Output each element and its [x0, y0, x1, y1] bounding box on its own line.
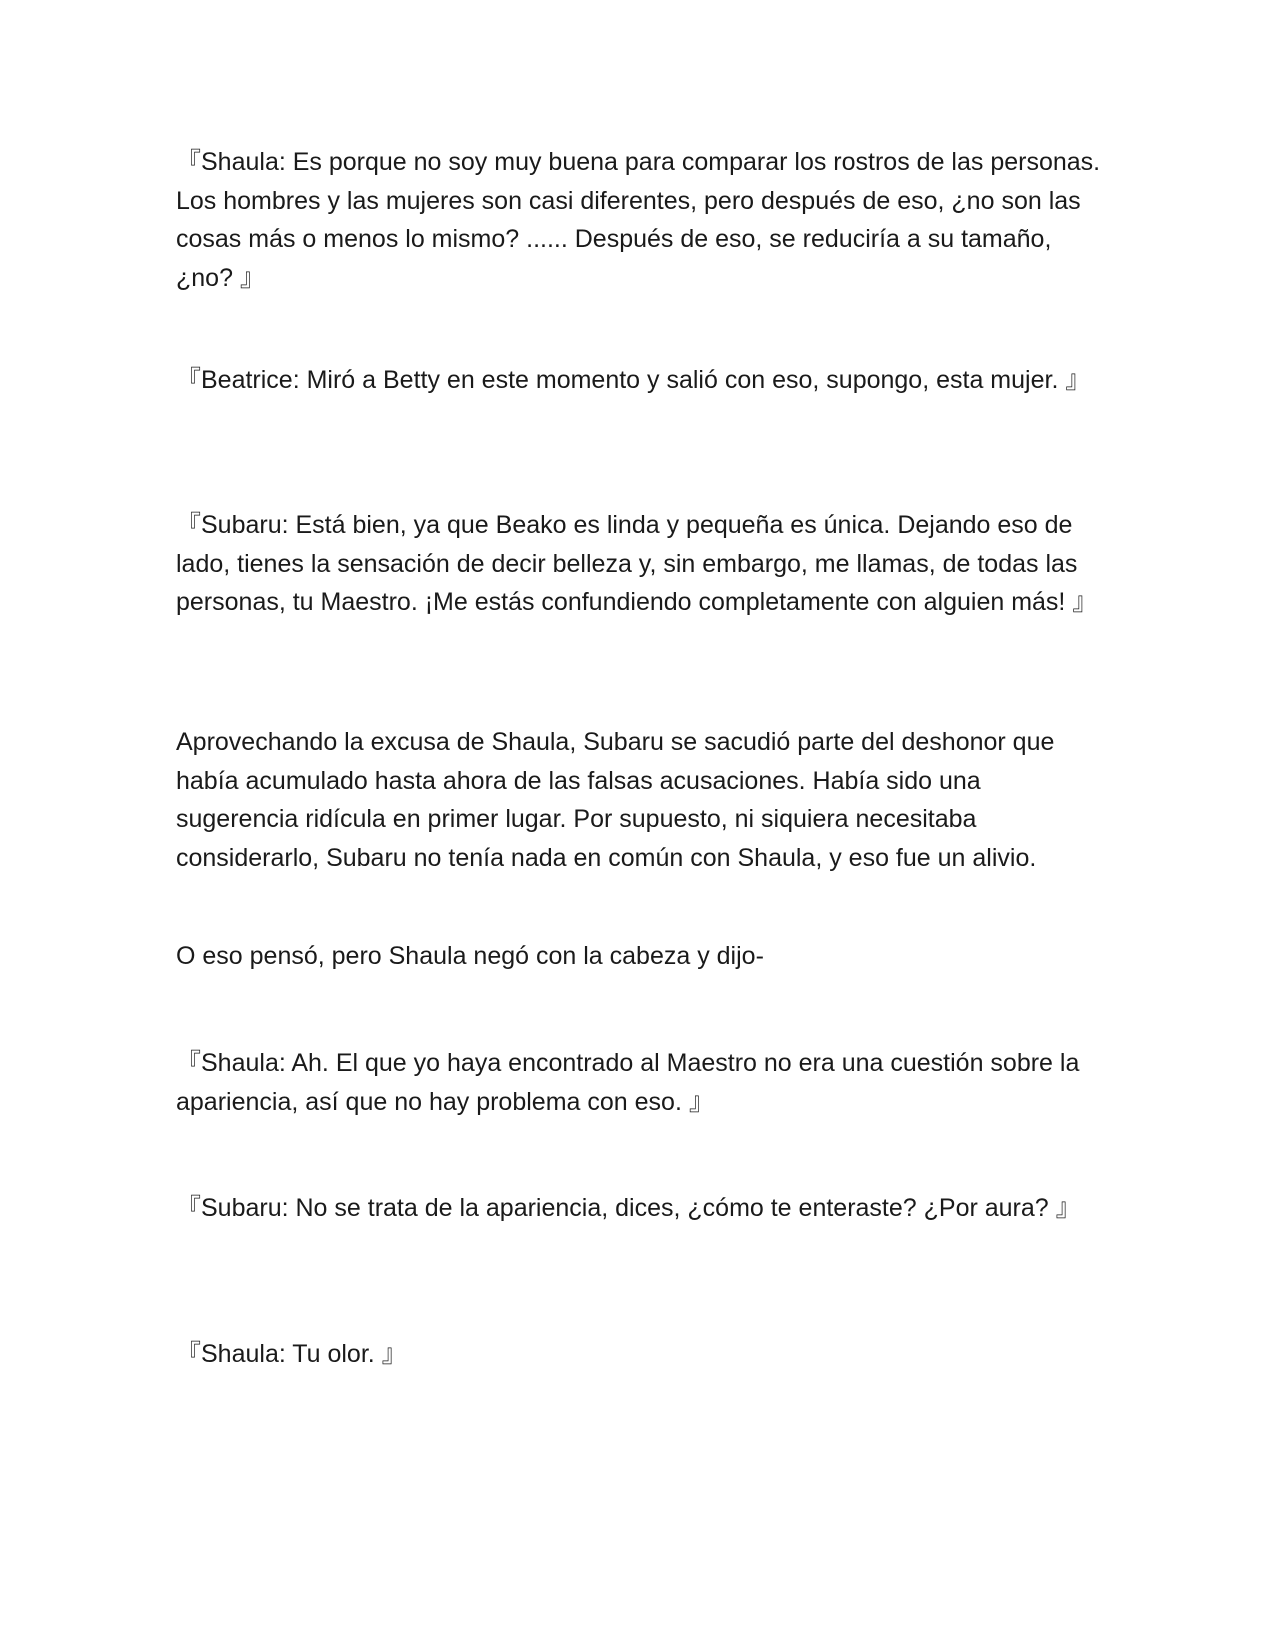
dialogue-paragraph: 『Beatrice: Miró a Betty en este momento y salió con eso, supongo, esta mujer. 』	[176, 366, 1091, 394]
narration-paragraph: Aprovechando la excusa de Shaula, Subaru se sacudió parte del deshonor que había acumulado hasta ahora de las falsas acusaciones. Había sido una sugerencia ridícula en primer lugar. Por supuesto, ni siquiera necesitaba considerarlo, Subaru no tenía nada en común con Shaula, y eso fue un alivio.	[176, 728, 1055, 872]
dialogue-paragraph: 『Shaula: Ah. El que yo haya encontrado al Maestro no era una cuestión sobre la apariencia, así que no hay problema con eso. 』	[176, 1049, 1080, 1116]
dialogue-paragraph: 『Subaru: No se trata de la apariencia, dices, ¿cómo te enteraste? ¿Por aura? 』	[176, 1194, 1081, 1222]
dialogue-paragraph: 『Subaru: Está bien, ya que Beako es linda y pequeña es única. Dejando eso de lado, tienes la sensación de decir belleza y, sin embargo, me llamas, de todas las personas, tu Maestro. ¡Me estás confundiendo completamente con alguien más! 』	[176, 511, 1098, 616]
dialogue-paragraph: 『Shaula: Es porque no soy muy buena para comparar los rostros de las personas. Los hombres y las mujeres son casi diferentes, pero después de eso, ¿no son las cosas más o menos lo mismo? ...... Después de eso, se reduciría a su tamaño, ¿no? 』	[176, 148, 1101, 292]
narration-paragraph: O eso pensó, pero Shaula negó con la cabeza y dijo-	[176, 942, 764, 970]
dialogue-paragraph: 『Shaula: Tu olor. 』	[176, 1340, 407, 1368]
